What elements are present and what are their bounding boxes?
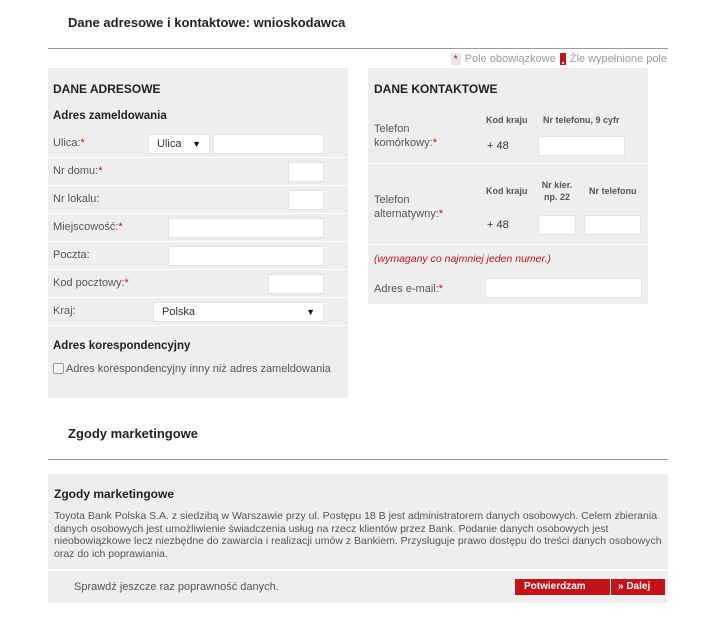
footer-note: Sprawdź jeszcze raz poprawność danych. bbox=[74, 581, 279, 593]
marketing-consent-title: Zgody marketingowe bbox=[54, 487, 175, 501]
house-number-row bbox=[48, 158, 348, 186]
mobile-phone-row bbox=[368, 104, 648, 164]
alt-area-code-header: Nr kier. np. 22 bbox=[541, 180, 573, 202]
email-row bbox=[368, 272, 648, 304]
flat-number-row bbox=[48, 186, 348, 214]
confirm-label: Potwierdzam bbox=[524, 581, 586, 592]
alt-phone-label: Telefon alternatywny:* bbox=[374, 194, 444, 220]
post-office-row bbox=[48, 242, 348, 270]
footer-bar bbox=[48, 571, 668, 603]
page-title: Dane adresowe i kontaktowe: wnioskodawca bbox=[68, 15, 346, 30]
flat-number-label: Nr lokalu: bbox=[53, 193, 100, 205]
registered-address-heading: Adres zameldowania bbox=[53, 110, 167, 122]
contact-panel bbox=[368, 68, 648, 304]
required-legend-label: Pole obowiązkowe bbox=[464, 53, 556, 65]
contact-heading: DANE KONTAKTOWE bbox=[374, 82, 498, 96]
mobile-prefix: + 48 bbox=[487, 140, 509, 152]
street-type-select[interactable]: Ulica ▼ bbox=[148, 134, 210, 154]
mobile-number-input[interactable] bbox=[538, 136, 625, 156]
alt-country-code-header: Kod kraju bbox=[486, 186, 528, 196]
alt-number-header: Nr telefonu bbox=[589, 186, 637, 196]
mobile-country-code-header: Kod kraju bbox=[486, 115, 528, 125]
city-input[interactable] bbox=[168, 218, 324, 238]
correspondence-heading: Adres korespondencyjny bbox=[53, 340, 191, 352]
email-label: Adres e-mail:* bbox=[374, 283, 444, 295]
country-label: Kraj: bbox=[53, 305, 76, 317]
mobile-phone-label: Telefon komórkowy:* bbox=[374, 123, 437, 149]
invalid-legend-label: Źle wypełnione pole bbox=[569, 53, 667, 65]
phone-required-hint: (wymagany co najmniej jeden numer.) bbox=[374, 253, 552, 265]
alt-number-input[interactable] bbox=[584, 215, 641, 235]
next-label: » Dalej bbox=[618, 581, 651, 592]
house-number-label: Nr domu:* bbox=[53, 165, 103, 177]
correspondence-checkbox-label: Adres korespondencyjny inny niż adres zameldowania bbox=[66, 363, 331, 375]
address-heading: DANE ADRESOWE bbox=[53, 82, 161, 96]
house-number-input[interactable] bbox=[288, 162, 324, 182]
marketing-divider bbox=[48, 459, 668, 460]
alt-area-code-input[interactable] bbox=[538, 215, 576, 235]
chevron-down-icon: ▼ bbox=[192, 139, 201, 149]
address-panel bbox=[48, 68, 348, 398]
required-star-icon: * bbox=[451, 53, 461, 65]
confirm-next-button[interactable] bbox=[515, 579, 665, 595]
postal-code-row bbox=[48, 270, 348, 298]
button-separator bbox=[610, 579, 611, 595]
street-label: Ulica:* bbox=[53, 137, 85, 149]
legend bbox=[451, 53, 667, 65]
alt-prefix: + 48 bbox=[487, 219, 509, 231]
post-office-input[interactable] bbox=[168, 246, 324, 266]
postal-code-label: Kod pocztowy:* bbox=[53, 277, 129, 289]
correspondence-checkbox-row[interactable] bbox=[53, 363, 343, 376]
chevron-down-icon: ▼ bbox=[306, 307, 315, 317]
street-row bbox=[48, 130, 348, 158]
mobile-number-header: Nr telefonu, 9 cyfr bbox=[543, 115, 620, 125]
marketing-consent-text: Toyota Bank Polska S.A. z siedzibą w Warszawie przy ul. Postępu 18 B jest administratorem danych osobowych. Celem zbierania danych osobowych jest umożliwienie świadczenia usług na rzecz klientów przez Bank. Podanie danych osobowych jest nieobowiązkowe lecz niezbędne do zawarcia i realizacji umów z Bankiem. Przysługuje prawo dostępu do treści danych osobowych oraz do ich poprawiania. bbox=[54, 510, 662, 560]
street-input[interactable] bbox=[213, 134, 324, 154]
title-divider bbox=[48, 48, 668, 49]
city-label: Miejscowość:* bbox=[53, 221, 123, 233]
postal-code-input[interactable] bbox=[268, 274, 324, 294]
city-row bbox=[48, 214, 348, 242]
marketing-section-title: Zgody marketingowe bbox=[68, 426, 199, 441]
flat-number-input[interactable] bbox=[288, 190, 324, 210]
country-row bbox=[48, 298, 348, 326]
post-office-label: Poczta: bbox=[53, 249, 90, 261]
invalid-field-icon bbox=[560, 53, 566, 65]
email-input[interactable] bbox=[485, 278, 642, 298]
country-select[interactable]: Polska ▼ bbox=[153, 302, 324, 322]
correspondence-checkbox[interactable] bbox=[53, 363, 64, 374]
marketing-consent-panel bbox=[48, 474, 668, 569]
alt-phone-row bbox=[368, 165, 648, 245]
